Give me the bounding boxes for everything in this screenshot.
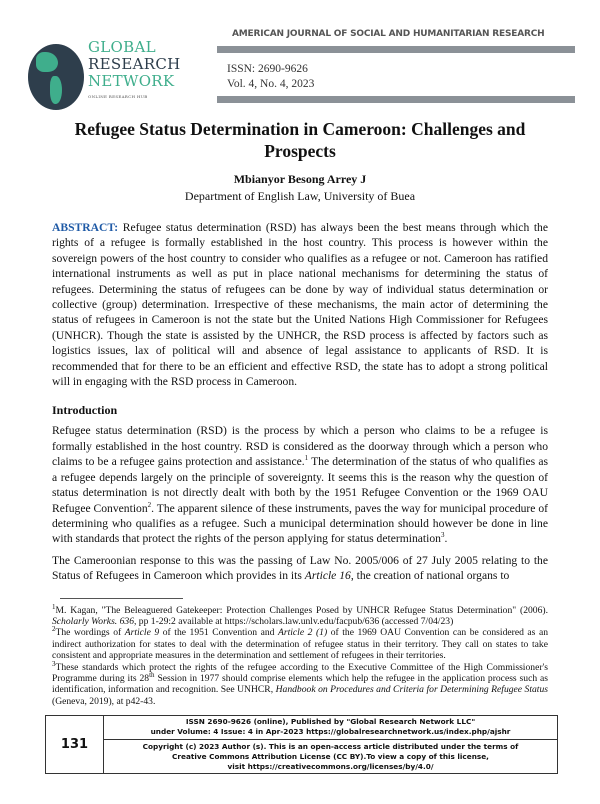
issn-volume: ISSN: 2690-9626 Vol. 4, No. 4, 2023 (227, 63, 315, 90)
logo-text: RESEARCH (88, 55, 181, 73)
body-flow (52, 220, 548, 804)
header-divider (217, 46, 575, 53)
paper-title: Refugee Status Determination in Cameroon: Challenges and Prospects (74, 119, 526, 161)
footnote: $^3$These standards which protect the rights of the refugee according to the Executive Committee of the High Commissioner's Programme during its 28th Session in 1977 should comprise elements which help the refugee in the application process such as identification, information and recognition. See UNHCR, Handbook on Procedures and Criteria for Determining Refugee Status (Geneva, 2019), at p42-43. (52, 659, 549, 707)
logo-text: NETWORK (88, 72, 175, 90)
page-footer (45, 715, 558, 774)
abstract-label: ABSTRACT: (52, 221, 119, 234)
footnotes (52, 602, 549, 708)
publisher-logo (28, 36, 181, 110)
logo-tagline: ONLINE RESEARCH HUB (88, 94, 148, 99)
introduction-section (52, 403, 548, 583)
header-divider (217, 96, 575, 103)
abstract (52, 220, 548, 389)
logo-text: GLOBAL (88, 38, 156, 56)
section-heading: Introduction (52, 403, 118, 418)
paragraph: Refugee status determination (RSD) is the process by which a person who claims to be a refugee is formally established in the host country. RSD is considered as the doorway through which a person who claims to be a refugee gains protection and assistance.$^1$ The determination of the status of who qualifies as a refugee depends largely on the principle of sovereignty. It seems this is the reason why the question of status determination is not directly dealt with both by the 1951 Refugee Convention or the 1969 OAU Refugee Convention$^2$. The apparent silence of these instruments, paves the way for municipal procedure of determining who qualifies as a refugee. Such a municipal determination should however be done in line with standards that protect the rights of the person applying for status determination$^3$. (52, 424, 548, 546)
author-affiliation: Department of English Law, University of Buea (184, 189, 416, 203)
journal-name: AMERICAN JOURNAL OF SOCIAL AND HUMANITARIAN RESEARCH (232, 29, 545, 39)
publication-info: ISSN 2690-9626 (online), Published by "Global Research Network LLC" under Volume: 4 Issue: 4 in Apr-2023 https://globalresearchnetwork.us/index.php/ajshr (104, 716, 557, 740)
footnote: $^2$The wordings of Article 9 of the 1951 Convention and Article 2 (1) of the 1969 OAU Convention can be considered as an indirect authorization for states to deal with the determination of refugee status in their territory. They call on states to take consistent and appropriate measures in the determination and settlement of refugees in their territories. (52, 625, 549, 662)
globe-icon (28, 44, 84, 110)
page-number: 131 (46, 716, 104, 773)
footnote: $^1$M. Kagan, "The Beleaguered Gatekeeper: Protection Challenges Posed by UNHCR Refugee Status Determination" (2006). Scholarly Works. 636, pp 1-29:2 available at https://scholars.law.unlv.edu/facpub/636 (accessed 7/04/23) (52, 602, 548, 627)
copyright-info: Copyright (c) 2023 Author (s). This is an open-access article distributed under the terms of Creative Commons Attribution License (CC BY).To view a copy of this license, visit https://creativecommons.org/licenses/by/4.0/ (142, 742, 519, 772)
abstract-text: Refugee status determination (RSD) has always been the best means through which the rights of a refugee is formally established in the host country. This process is however within the sovereign powers of the host country to consider who qualifies as a refugee or not. Cameroon has ratified international instruments as well as put in place national mechanisms for determining the status of refugees. Determining the status of refugees can be done by way of individual status determination or collective (group) determination. Irrespective of these mechanisms, the main actor of determining the status of refugees in Cameroon is not the state but the United Nations High Commissioner for Refugees (UNHCR). Though the state is assisted by the UNHCR, the RSD process is affected by factors such as logistics issues, lax of political will and absence of legal assistance to applicants of RSD. It is recommended that for there to be an efficient and effective RSD, the state has to adopt a strong political will in engaging with the RSD process in Cameroon. (52, 221, 548, 389)
paragraph: The Cameroonian response to this was the passing of Law No. 2005/006 of 27 July 2005 relating to the Status of Refugees in Cameroon which provides in its Article 16, the creation of national organs to (52, 553, 548, 583)
author-name: Mbianyor Besong Arrey J (233, 172, 367, 186)
footnote-rule (60, 598, 183, 599)
